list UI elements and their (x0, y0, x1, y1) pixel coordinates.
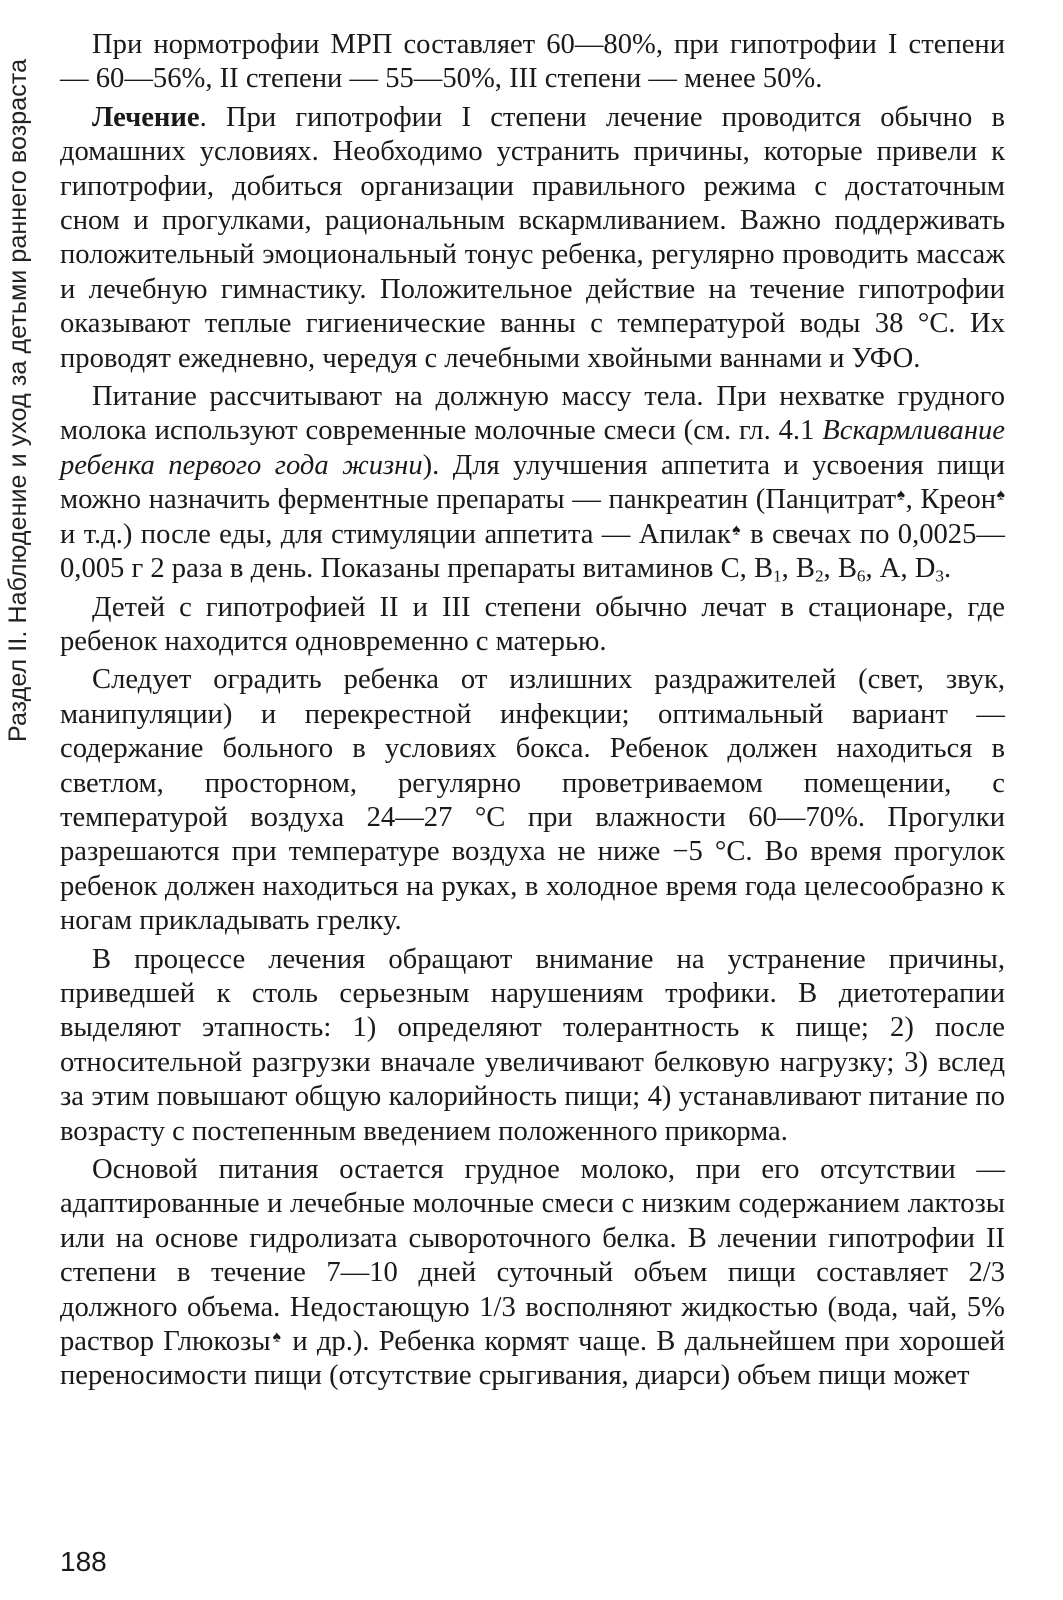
trademark-mark: ♠ (896, 486, 906, 504)
vitamin-subscript: 2 (814, 566, 824, 586)
trademark-mark: ♠ (730, 521, 742, 539)
paragraph-feeding: Основой питания остается грудное молоко, при его отсутствии — адаптированные и лечебные молочные смеси с низким содержанием лактозы или на основе гидролизата сывороточного белка. В лечении гипотрофии II степени в течение 7—10 дней суточный объем пищи составляет 2/3 должного объема. Недостающую 1/3 восполняют жидкостью (вода, чай, 5% раствор Глюкозы♠ и др.). Ребенка кормят чаще. В дальнейшем при хорошей переносимости пищи (отсутствие срыгивания, диарси) объем пищи может (60, 1154, 1005, 1392)
vitamin-subscript: 3 (935, 566, 944, 586)
vitamin-subscript: 6 (856, 566, 866, 586)
paragraph-hospital: Детей с гипотрофией II и III степени обычно лечат в стационаре, где ребенок находится одновременно с матерью. (60, 591, 1005, 657)
paragraph-treatment: Лечение. При гипотрофии I степени лечение проводится обычно в домашних условиях. Необходимо устранить причины, которые привели к гипотрофии, добиться организации правильного режима с достаточным сном и прогулками, рациональным вскармливанием. Важно поддерживать положительный эмоциональный тонус ребенка, регулярно проводить массаж и лечебную гимнастику. Положительное действие на течение гипотрофии оказывают теплые гигиенические ванны с температурой воды 38 °С. Их проводят ежедневно, чередуя с лечебными хвойными ваннами и УФО. (60, 101, 1005, 374)
page-number: 188 (60, 1546, 107, 1577)
running-header (0, 0, 44, 760)
cross-reference: Вскармливание ребенка первого года жизни (60, 415, 1005, 481)
page-body (60, 28, 1005, 1398)
paragraph-diet-therapy: В процессе лечения обращают внимание на устранение причины, приведшей к столь серьезным нарушениям трофики. В диетотерапии выделяют этапность: 1) определяют толерантность к пище; 2) после относительной разгрузки вначале увеличивают белковую нагрузку; 3) вслед за этим повышают общую калорийность пищи; 4) устанавливают питание по возрасту с постепенным введением положенного прикорма. (60, 943, 1005, 1147)
trademark-mark: ♠ (270, 1328, 284, 1346)
trademark-mark: ♠ (996, 486, 1005, 504)
paragraph-nutrition: Питание рассчитывают на должную массу тела. При нехватке грудного молока используют современные молочные смеси (см. гл. 4.1 Вскармливание ребенка первого года жизни). Для улучшения аппетита и усвоения пищи можно назначить ферментные препараты — панкреатин (Панцитрат♠, Креон♠ и т.д.) после еды, для стимуляции аппетита — Апилак♠ в свечах по 0,0025—0,005 г 2 раза в день. Показаны препараты витаминов С, $В_1$, $В_2$, $В_6$, А, $D_3$. (60, 381, 1005, 586)
vitamin-subscript: 1 (773, 566, 782, 586)
paragraph-mrp: При нормотрофии МРП составляет 60—80%, при гипотрофии I степени — 60—56%, II степени — 55—50%, III степени — менее 50%. (60, 29, 1005, 95)
running-header-text: Раздел II. Наблюдение и уход за детьми раннего возраста (4, 58, 32, 742)
paragraph-environment: Следует оградить ребенка от излишних раздражителей (свет, звук, манипуляции) и перекрестной инфекции; оптимальный вариант — содержание больного в условиях бокса. Ребенок должен находиться в светлом, просторном, регулярно проветриваемом помещении, с температурой воздуха 24—27 °С при влажности 60—70%. Прогулки разрешаются при температуре воздуха не ниже −5 °С. Во время прогулок ребенок должен находиться на руках, в холодное время года целесообразно к ногам прикладывать грелку. (60, 664, 1005, 937)
section-heading-treatment: Лечение (92, 101, 200, 133)
